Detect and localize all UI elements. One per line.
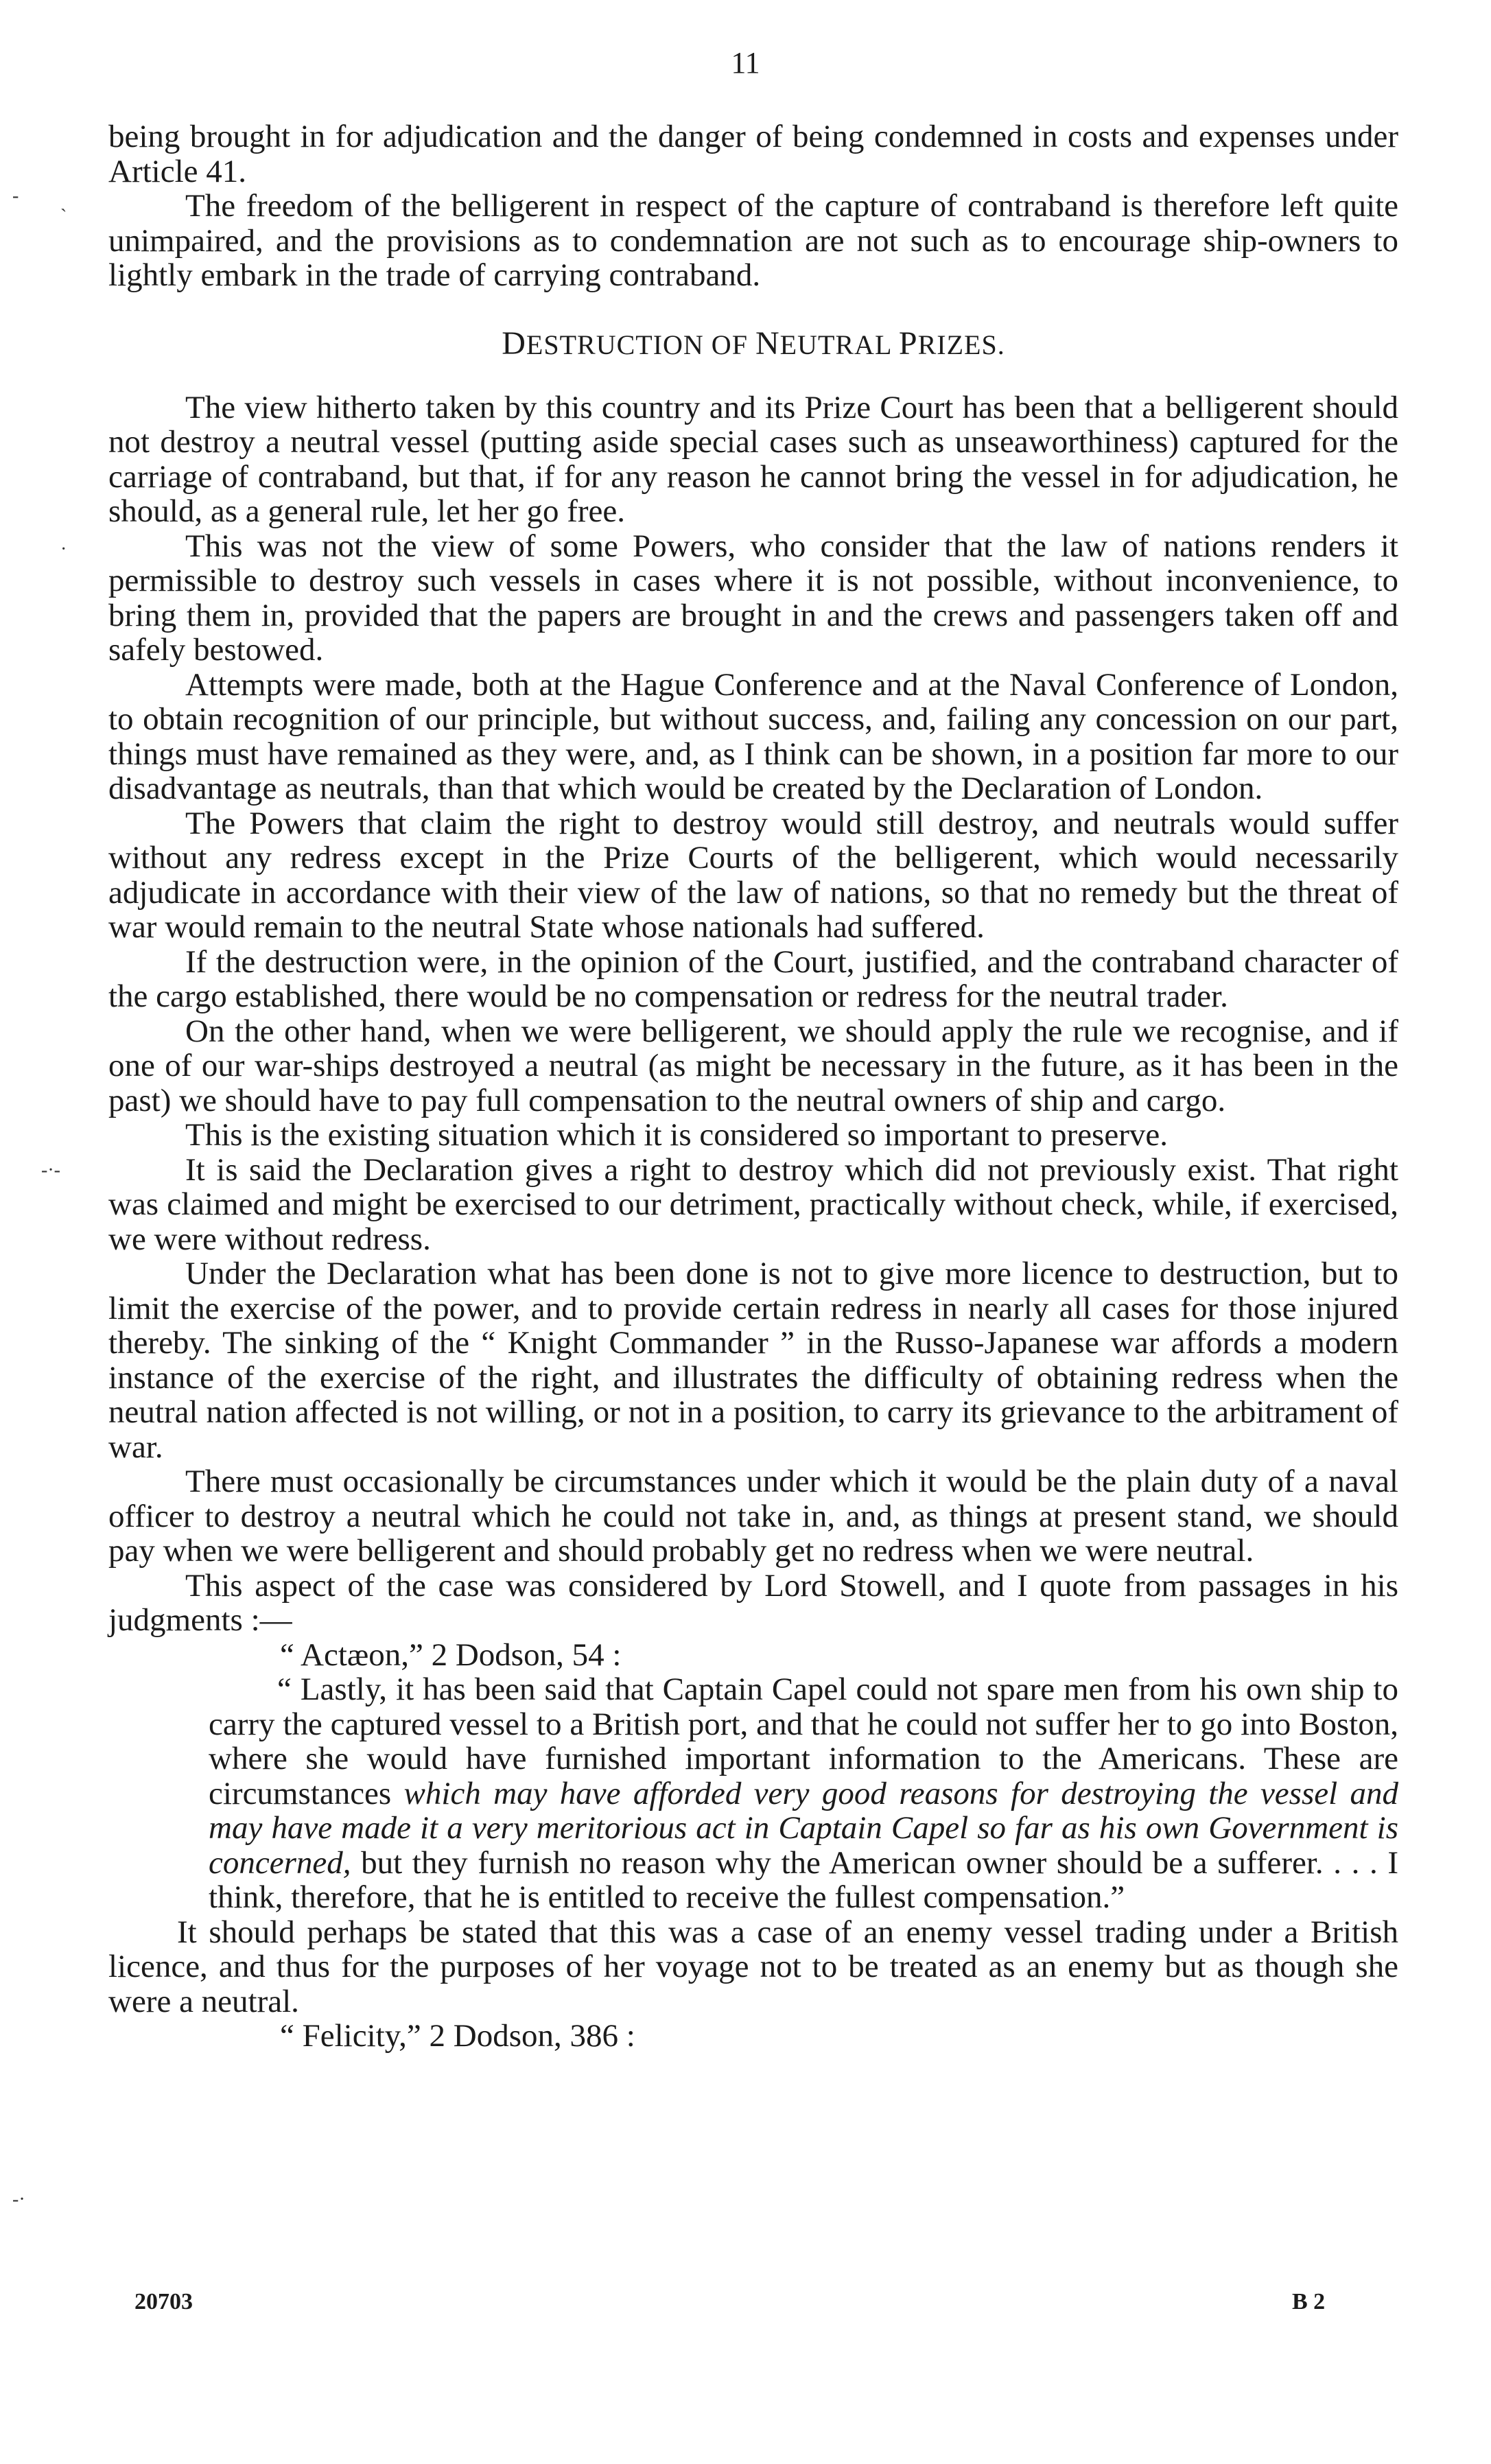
margin-speck: - xyxy=(12,185,19,207)
margin-speck: -· xyxy=(12,2189,25,2210)
page-number: 11 xyxy=(731,46,760,80)
paragraph-existing-situation: This is the existing situation which it is considered so important to preserve. xyxy=(185,1117,1168,1153)
paragraph-lord-stowell: This aspect of the case was considered by Lord Stowell, and I quote from passages in his judgments :— xyxy=(108,1567,1398,1638)
quote-reference-felicity: “ Felicity,” 2 Dodson, 386 : xyxy=(280,2018,635,2054)
margin-speck: ` xyxy=(60,206,67,227)
paragraph-view-hitherto: The view hitherto taken by this country and its Prize Court has been that a belligerent should not destroy a neutral vessel (putting aside special cases such as unseaworthiness) captured for the carriage of contraband, but that, if for any reason he cannot bring the vessel in for adjudication, he should, as a general rule, let her go free. xyxy=(108,389,1398,529)
paragraph-if-destruction: If the destruction were, in the opinion of the Court, justified, and the contraband character of the cargo established, there would be no compensation or redress for the neutral trader. xyxy=(108,943,1398,1014)
heading-cap-3: P xyxy=(898,325,918,362)
paragraph-other-hand: On the other hand, when we were belligerent, we should apply the rule we recognise, and if one of our war-ships destroyed a neutral (as might be necessary in the future, as it has been in the past) we should have to pay full compensation to the neutral owners of ship and cargo. xyxy=(108,1013,1398,1118)
quote-text xyxy=(209,1672,1398,1915)
paragraph-occasionally: There must occasionally be circumstances under which it would be the plain duty of a naval officer to destroy a neutral which he could not take in, and, as things at present stand, we should pay when we were belligerent and should probably get no redress when we were neutral. xyxy=(108,1464,1398,1569)
section-heading xyxy=(108,326,1398,363)
heading-cap-1: D xyxy=(502,325,526,362)
paragraph-under-declaration: Under the Declaration what has been done is not to give more licence to destruction, but to limit the exercise of the power, and to provide certain redress in nearly all cases for those injured thereby. The sinking of the “ Knight Commander ” in the Russo-Japanese war affords a modern instance of the exercise of the right, and illustrates the difficulty of obtaining redress when the neutral nation affected is not willing, or not in a position, to carry its grievance to the arbitrament of war. xyxy=(108,1256,1398,1465)
paragraph-continuation: being brought in for adjudication and the danger of being condemned in costs and expenses under Article 41. xyxy=(108,119,1398,189)
margin-speck: -·- xyxy=(41,1160,60,1181)
footer-signature-mark: B 2 xyxy=(1292,2289,1326,2314)
paragraph-after-quote: It should perhaps be stated that this was a case of an enemy vessel trading under a British licence, and thus for the purposes of her voyage not to be treated as an enemy but as though she were a neutral. xyxy=(108,1914,1398,2019)
paragraph-powers-claim: The Powers that claim the right to destroy would still destroy, and neutrals would suffer without any redress except in the Prize Courts of the belligerent, which would necessarily adjudicate in accordance with their view of the law of nations, so that no remedy but the threat of war would remain to the neutral State whose nationals had suffered. xyxy=(108,805,1398,945)
heading-text-3: RIZES. xyxy=(917,329,1005,360)
paragraph-some-powers: This was not the view of some Powers, who consider that the law of nations renders it permissible to destroy such vessels in cases where it is not possible, without inconvenience, to bring them in, provided that the papers are brought in and the crews and passengers taken off and safely bestowed. xyxy=(108,528,1398,668)
heading-text-2: EUTRAL xyxy=(779,329,899,360)
block-quote xyxy=(209,1672,1398,1915)
quote-text-start: “ Lastly, it has been said that Captain Capel could not spare men from his own ship to carry the captured vessel to a British port, and that he could not suffer her to go into Boston, where she would have furnished important information to the Americans. These are circumstances xyxy=(209,1671,1398,1811)
margin-speck: · xyxy=(60,539,67,560)
quote-text-end: but they furnish no reason why the American owner should be a sufferer. . . . I think, therefore, that he is entitled to receive the fullest compensation.” xyxy=(209,1844,1398,1915)
paragraph-it-is-said: It is said the Declaration gives a right to destroy which did not previously exist. That right was claimed and might be exercised to our detriment, practically without check, while, if exercised, we were without redress. xyxy=(108,1151,1398,1257)
heading-cap-2: N xyxy=(755,325,780,362)
paragraph-freedom-of-belligerent: The freedom of the belligerent in respect of the capture of contraband is therefore left quite unimpaired, and the provisions as to condemnation are not such as to encourage ship-owners to lightly embark in the trade of carrying contraband. xyxy=(108,188,1398,293)
page-body xyxy=(108,119,1398,2054)
heading-text-1: ESTRUCTION OF xyxy=(526,329,755,360)
quote-text-italic: which may have afforded very good reasons for destroying the vessel and may have made it a very meritorious act in Captain Capel so far as his own Government is concerned, xyxy=(209,1775,1398,1881)
quote-reference-actaeon: “ Actæon,” 2 Dodson, 54 : xyxy=(280,1636,622,1673)
footer-print-number: 20703 xyxy=(134,2289,193,2314)
paragraph-attempts: Attempts were made, both at the Hague Conference and at the Naval Conference of London, to obtain recognition of our principle, but without success, and, failing any concession on our part, things must have remained as they were, and, as I think can be shown, in a position far more to our disadvantage as neutrals, than that which would be created by the Declaration of London. xyxy=(108,666,1398,806)
